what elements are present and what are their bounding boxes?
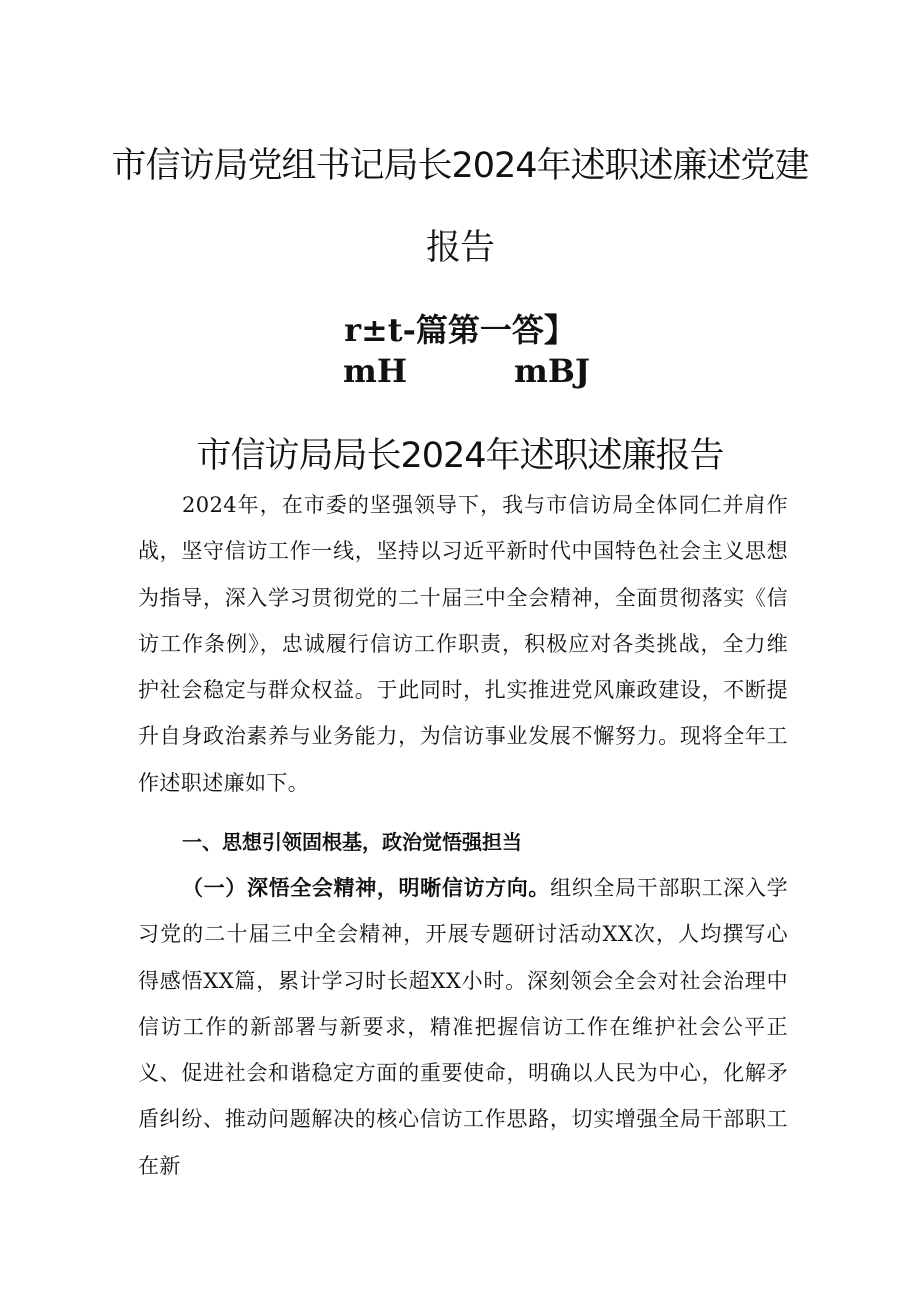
garbled-text-left: mH: [343, 352, 408, 390]
document-subtitle: r±t-篇第一答】: [344, 311, 576, 349]
report-title: 市信访局局长2024年述职述廉报告: [196, 436, 724, 476]
subsection-1-block: [138, 865, 788, 1189]
subsection-1-paragraph: [138, 865, 788, 1189]
section-1-heading: 一、思想引领固根基，政治觉悟强担当: [182, 830, 522, 854]
garbled-text-right: mBJ: [514, 352, 591, 390]
intro-paragraph: 2024年，在市委的坚强领导下，我与市信访局全体同仁并肩作战，坚守信访工作一线，坚持以习近平新时代中国特色社会主义思想为指导，深入学习贯彻党的二十届三中全会精神，全面贯彻落实《信访工作条例》，忠诚履行信访工作职责，积极应对各类挑战，全力维护社会稳定与群众权益。于此同时，扎实推进党风廉政建设，不断提升自身政治素养与业务能力，为信访事业发展不懈努力。现将全年工作述职述廉如下。: [138, 493, 788, 795]
subsection-1-text: 组织全局干部职工深入学习党的二十届三中全会精神，开展专题研讨活动XX次，人均撰写心得感悟XX篇，累计学习时长超XX小时。深刻领会全会对社会治理中信访工作的新部署与新要求，精准把握信访工作在维护社会公平正义、促进社会和谐稳定方面的重要使命，明确以人民为中心，化解矛盾纠纷、推动问题解决的核心信访工作思路，切实增强全局干部职工在新: [138, 876, 788, 1178]
document-title-line-2: 报告: [425, 228, 494, 268]
intro-paragraph-block: [138, 482, 788, 806]
subsection-1-lead: （一）深悟全会精神，明晰信访方向。: [182, 876, 551, 900]
document-title-line-1: 市信访局党组书记局长2024年述职述廉述党建: [111, 146, 809, 186]
